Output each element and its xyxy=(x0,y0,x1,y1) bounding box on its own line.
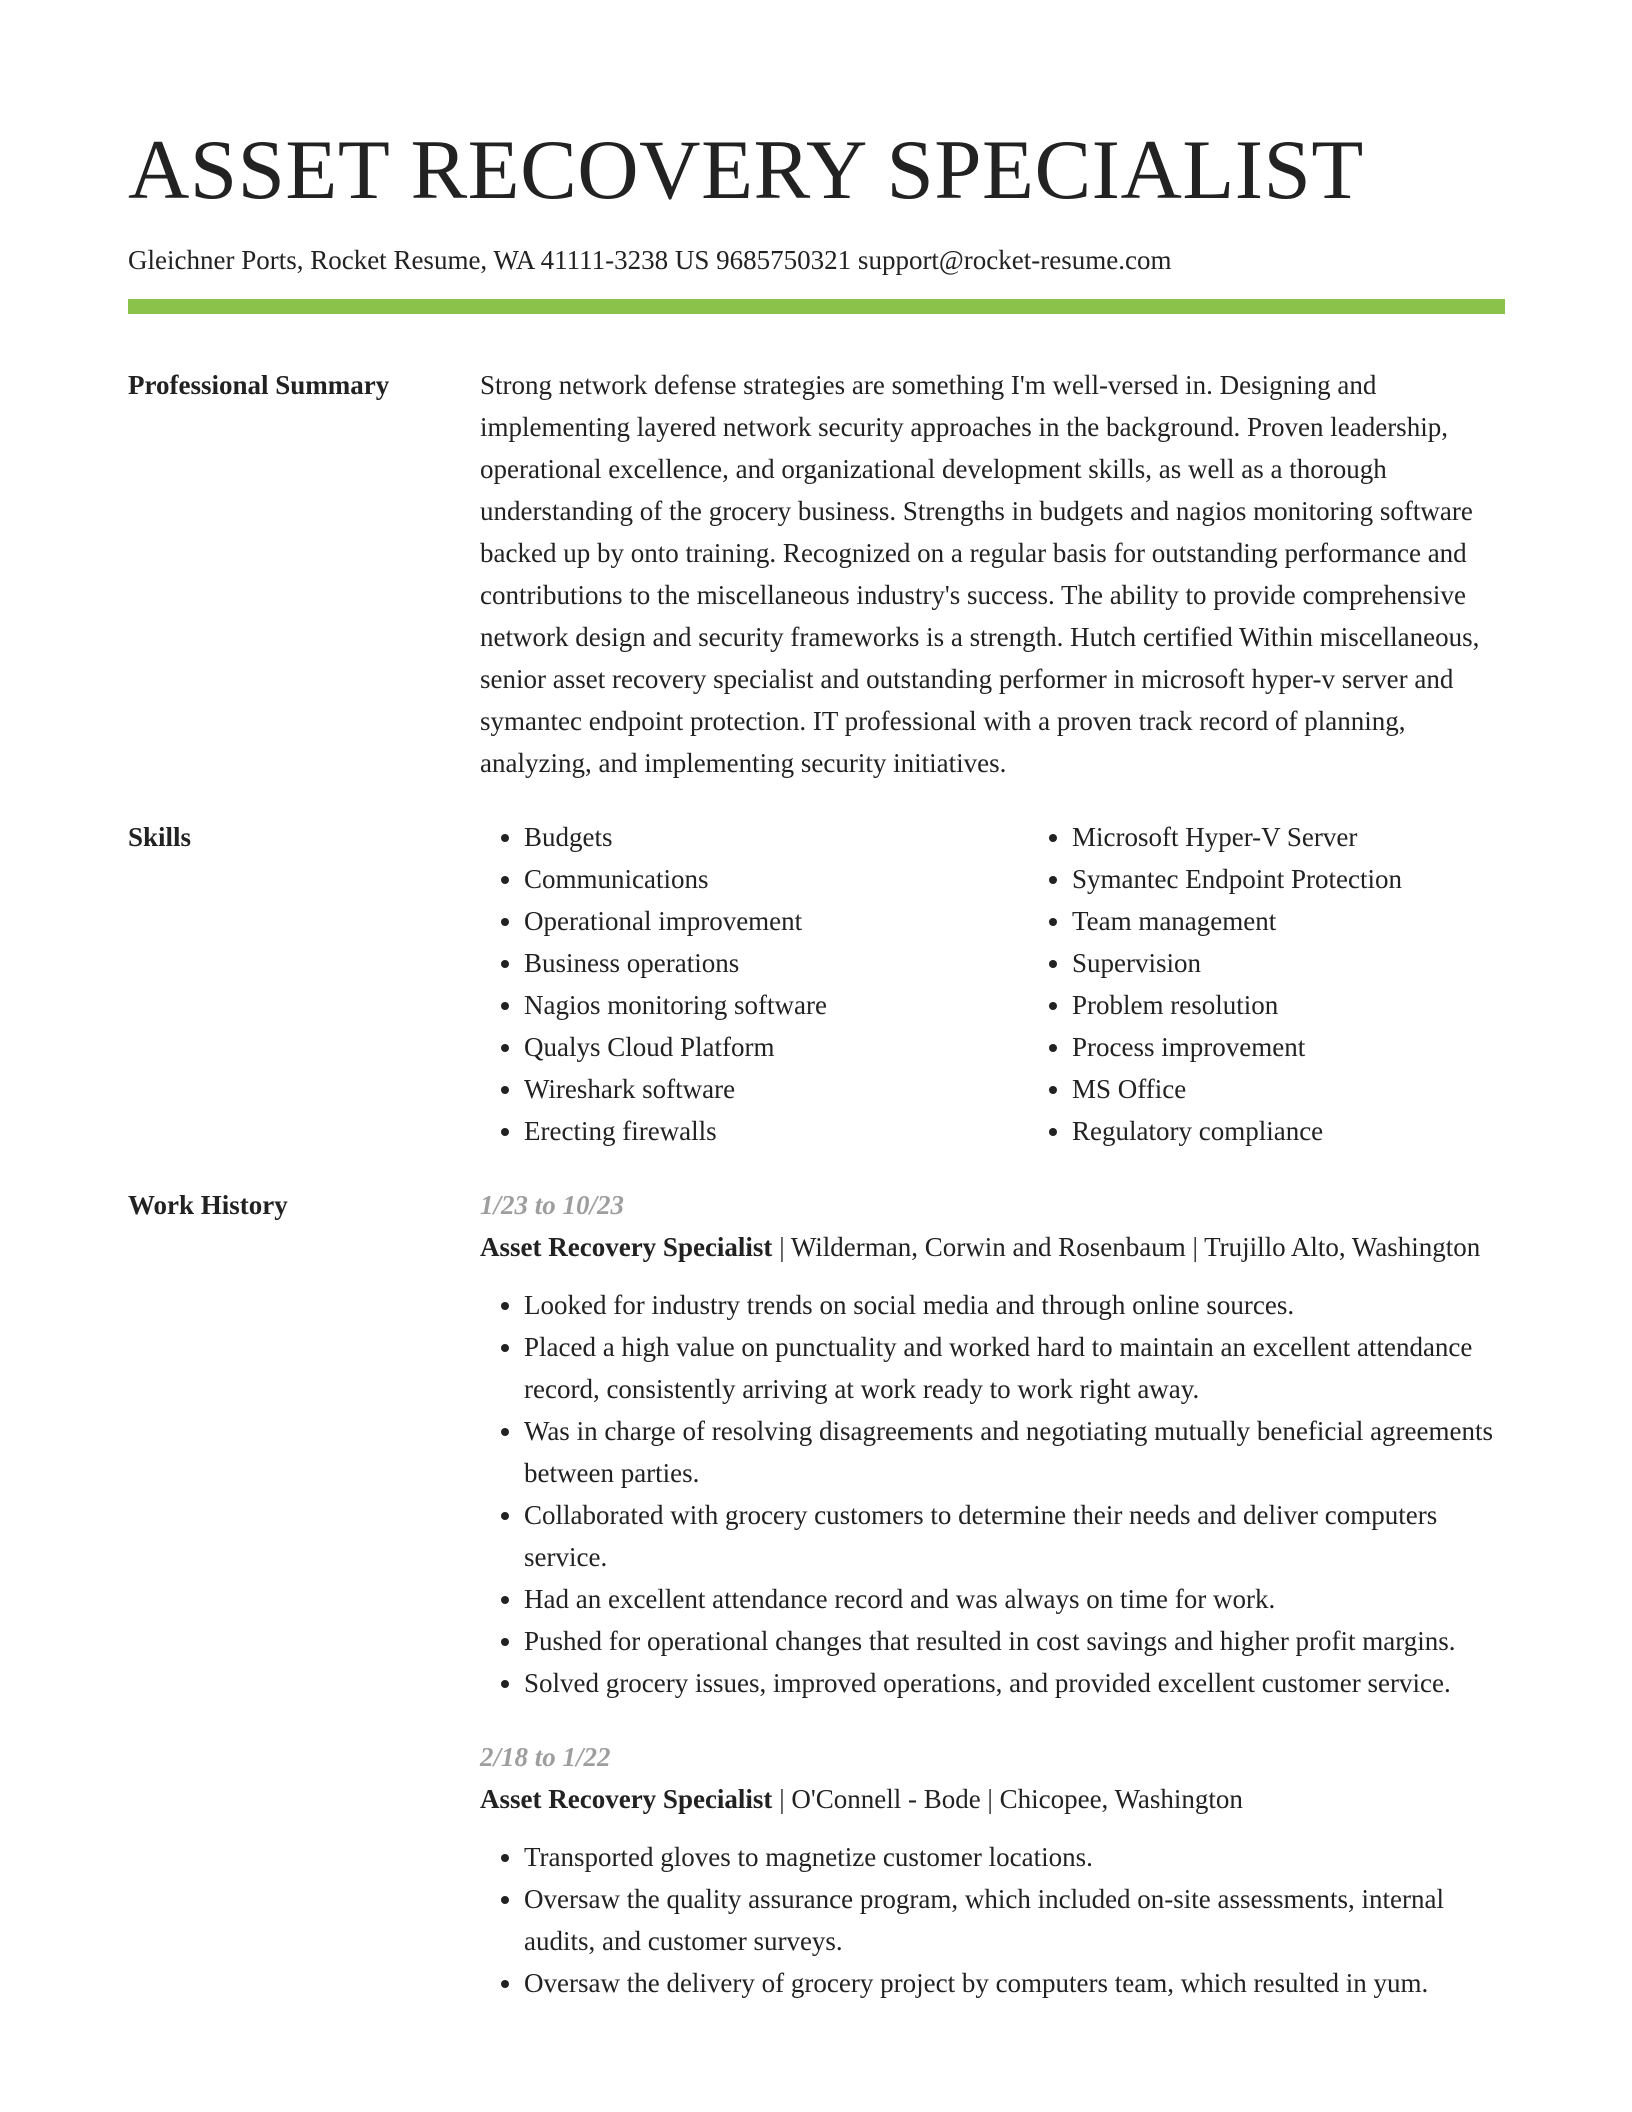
job-heading xyxy=(480,1778,1505,1820)
job-bullet: • Was in charge of resolving disagreements and negotiating mutually beneficial agreements between parties. xyxy=(524,1410,1505,1494)
resume-name-heading: ASSET RECOVERY SPECIALIST xyxy=(128,123,1364,217)
job-bullet: • Looked for industry trends on social media and through online sources. xyxy=(524,1284,1505,1326)
job-date: 1/23 to 10/23 xyxy=(480,1190,625,1220)
skill-item: • Qualys Cloud Platform xyxy=(524,1026,1028,1068)
skill-item: • MS Office xyxy=(1072,1068,1576,1110)
job-bullet: • Collaborated with grocery customers to determine their needs and deliver computers service. xyxy=(524,1494,1505,1578)
job-title: Asset Recovery Specialist xyxy=(480,1232,773,1262)
skill-item: • Supervision xyxy=(1072,942,1576,984)
section-title-professional-summary: Professional Summary xyxy=(128,370,390,400)
job-bullet: • Solved grocery issues, improved operations, and provided excellent customer service. xyxy=(524,1662,1505,1704)
section-title-work-history: Work History xyxy=(128,1190,288,1220)
skills-grid xyxy=(480,816,1576,1152)
work-history-body xyxy=(480,1184,1505,2036)
skill-item: • Wireshark software xyxy=(524,1068,1028,1110)
professional-summary-section xyxy=(128,364,1505,784)
job-details: | O'Connell - Bode | Chicopee, Washington xyxy=(772,1784,1243,1814)
job-date: 2/18 to 1/22 xyxy=(480,1742,611,1772)
skill-item: • Erecting firewalls xyxy=(524,1110,1028,1152)
skill-item: • Team management xyxy=(1072,900,1576,942)
skill-item: • Operational improvement xyxy=(524,900,1028,942)
job-bullet-list xyxy=(480,1836,1505,2004)
job-bullet: • Oversaw the delivery of grocery project by computers team, which resulted in yum. xyxy=(524,1962,1505,2004)
job-title: Asset Recovery Specialist xyxy=(480,1784,773,1814)
skill-item: • Communications xyxy=(524,858,1028,900)
job-entry xyxy=(480,1184,1505,1704)
skills-section xyxy=(128,816,1505,1152)
job-bullet: • Pushed for operational changes that resulted in cost savings and higher profit margins. xyxy=(524,1620,1505,1662)
job-details: | Wilderman, Corwin and Rosenbaum | Trujillo Alto, Washington xyxy=(772,1232,1481,1262)
accent-divider xyxy=(128,299,1505,314)
skill-item: • Problem resolution xyxy=(1072,984,1576,1026)
skill-item: • Business operations xyxy=(524,942,1028,984)
skill-item: • Process improvement xyxy=(1072,1026,1576,1068)
job-entry xyxy=(480,1736,1505,2004)
section-title-skills: Skills xyxy=(128,822,192,852)
job-bullet-list xyxy=(480,1284,1505,1704)
skill-item: • Microsoft Hyper-V Server xyxy=(1072,816,1576,858)
job-heading xyxy=(480,1226,1505,1268)
job-bullet: • Placed a high value on punctuality and worked hard to maintain an excellent attendance record, consistently arriving at work ready to work right away. xyxy=(524,1326,1505,1410)
skills-body xyxy=(480,816,1576,1152)
skills-list-right xyxy=(1028,816,1576,1152)
summary-text: Strong network defense strategies are something I'm well-versed in. Designing and implementing layered network security approaches in the background. Proven leadership, operational excellence, and organizational development skills, as well as a thorough understanding of the grocery business. Strengths in budgets and nagios monitoring software backed up by onto training. Recognized on a regular basis for outstanding performance and contributions to the miscellaneous industry's success. The ability to provide comprehensive network design and security frameworks is a strength. Hutch certified Within miscellaneous, senior asset recovery specialist and outstanding performer in microsoft hyper-v server and symantec endpoint protection. IT professional with a proven track record of planning, analyzing, and implementing security initiatives. xyxy=(480,370,1480,778)
job-bullet: • Oversaw the quality assurance program, which included on-site assessments, internal audits, and customer surveys. xyxy=(524,1878,1505,1962)
contact-line: Gleichner Ports, Rocket Resume, WA 41111-3238 US 9685750321 support@rocket-resume.com xyxy=(128,245,1172,275)
skill-item: • Budgets xyxy=(524,816,1028,858)
work-history-section xyxy=(128,1184,1505,2036)
skills-list-left xyxy=(480,816,1028,1152)
resume-page xyxy=(128,0,1505,2036)
skill-item: • Regulatory compliance xyxy=(1072,1110,1576,1152)
skill-item: • Symantec Endpoint Protection xyxy=(1072,858,1576,900)
job-bullet: • Had an excellent attendance record and was always on time for work. xyxy=(524,1578,1505,1620)
summary-body xyxy=(480,364,1505,784)
skill-item: • Nagios monitoring software xyxy=(524,984,1028,1026)
job-bullet: • Transported gloves to magnetize customer locations. xyxy=(524,1836,1505,1878)
